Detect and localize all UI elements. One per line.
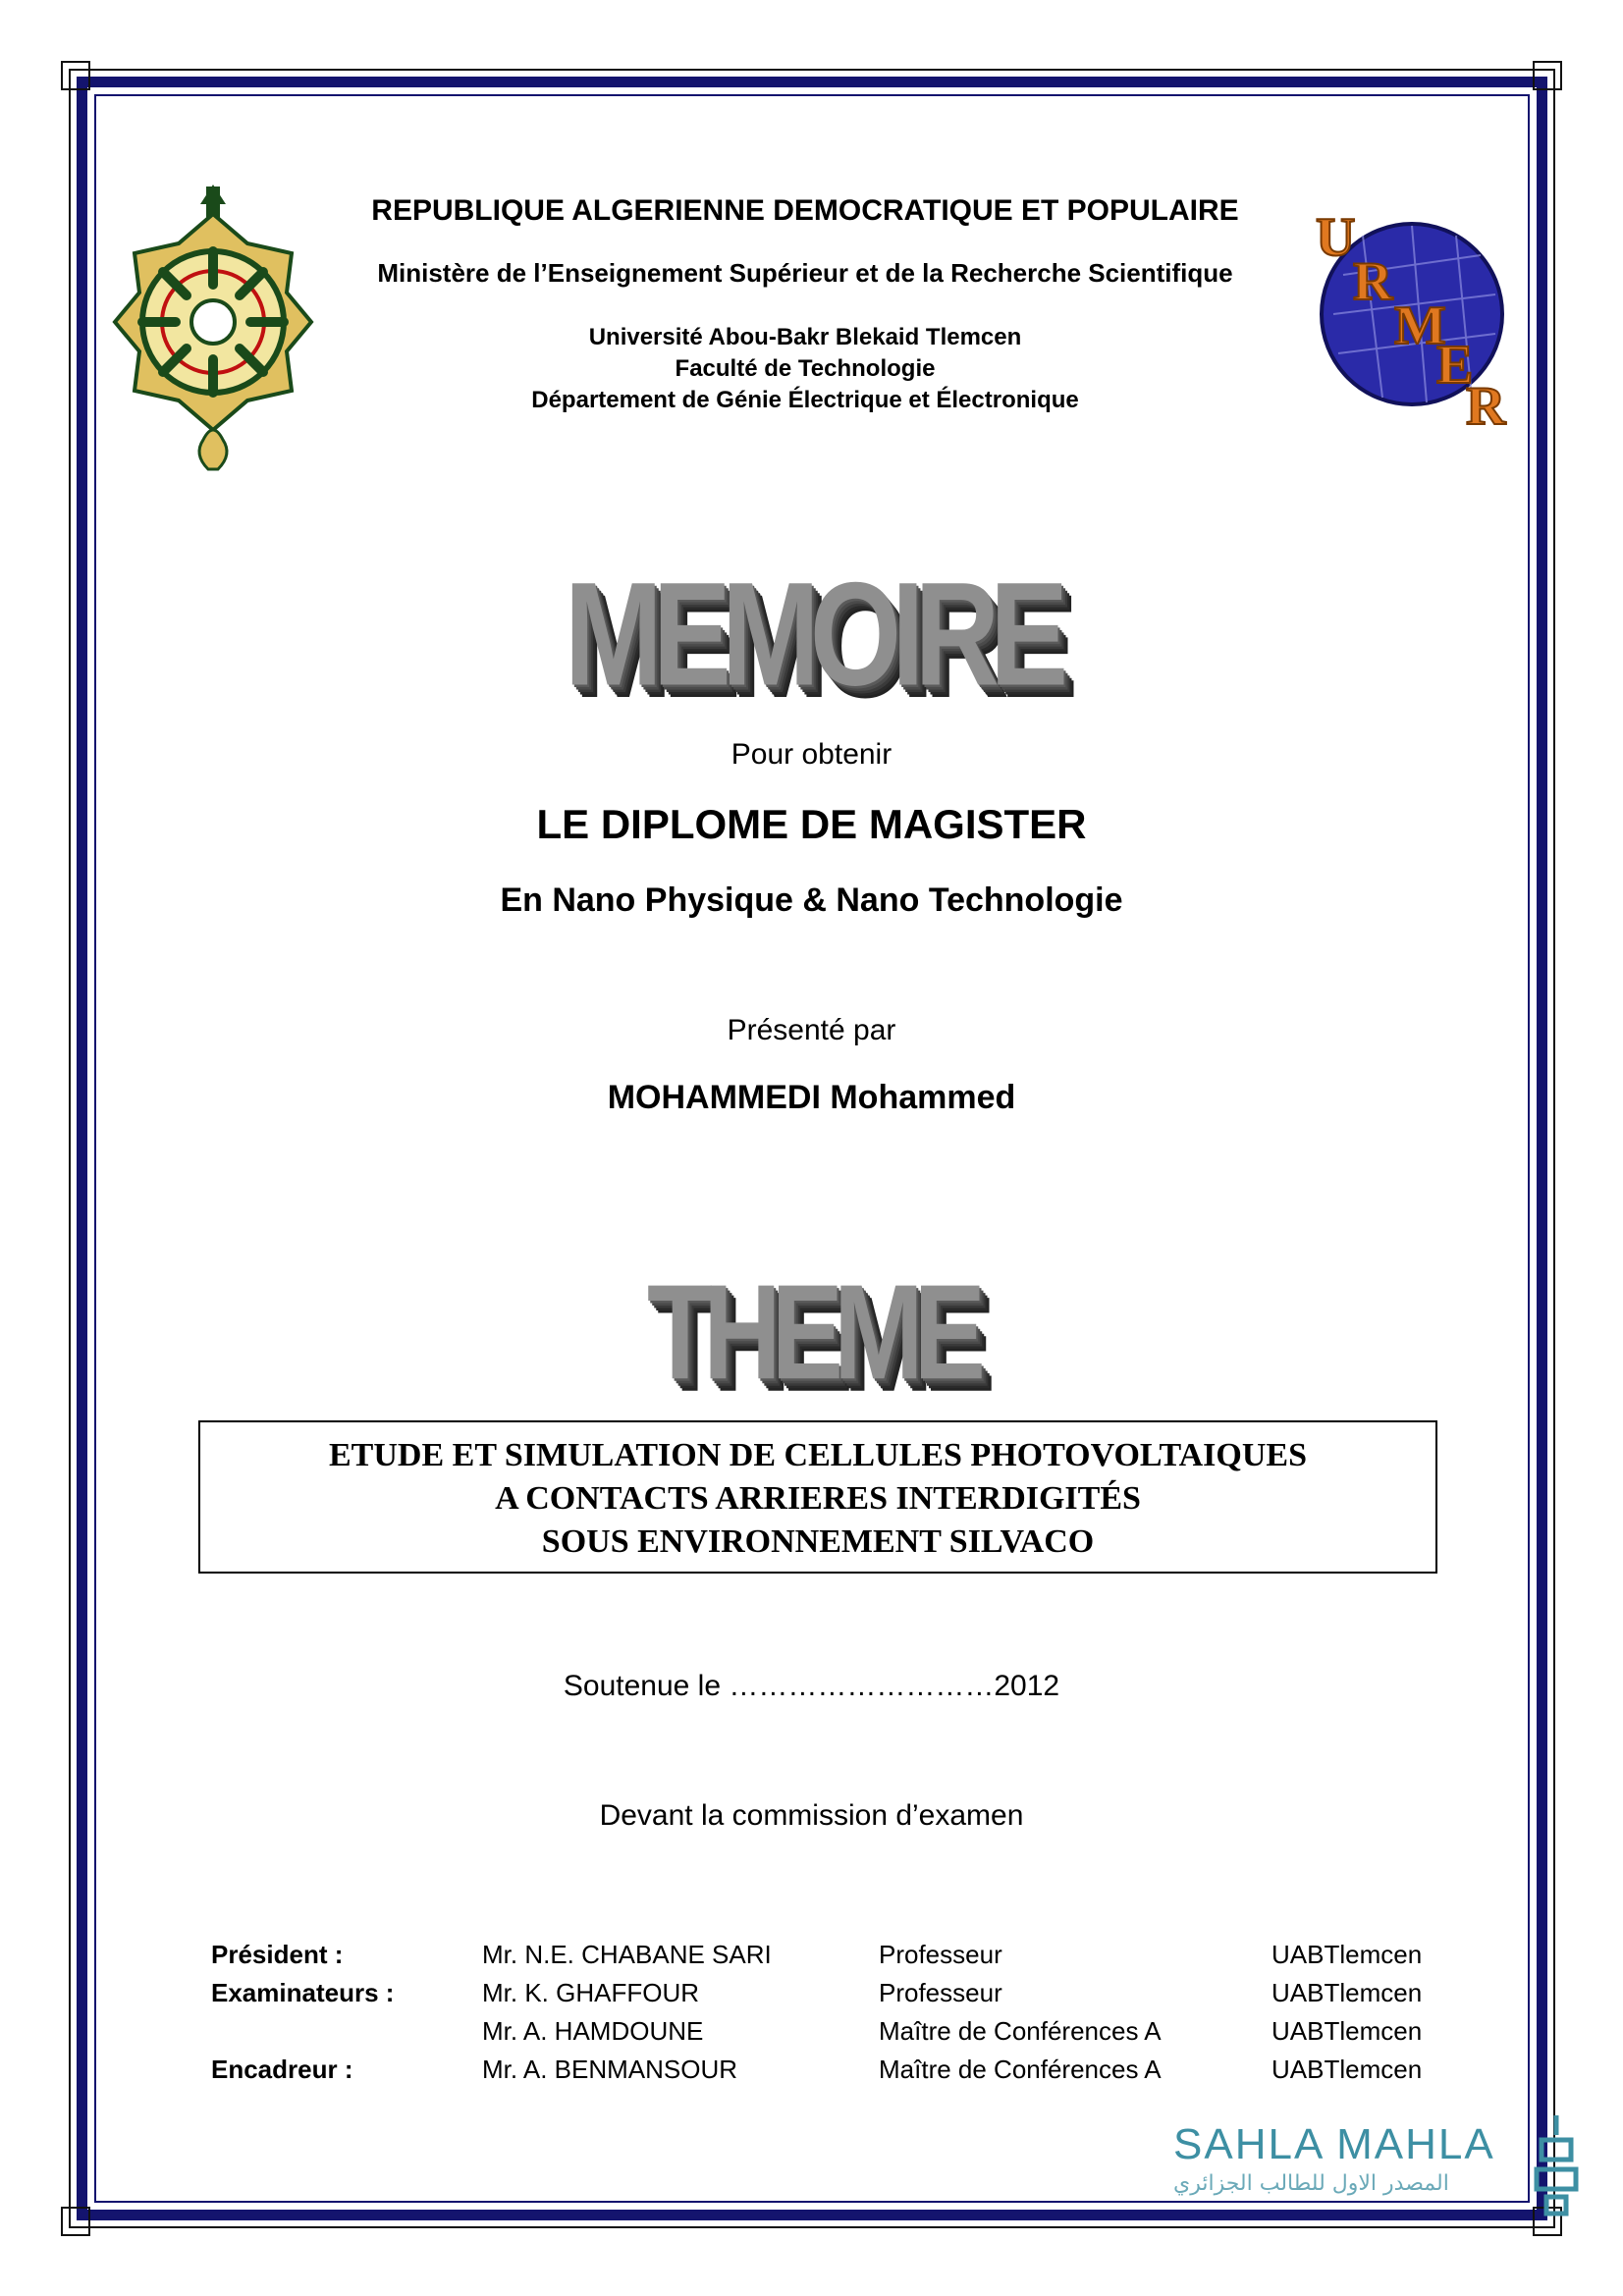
specialite-text: En Nano Physique & Nano Technologie	[500, 881, 1123, 919]
watermark-logo-icon	[1527, 2110, 1586, 2218]
sahla-mahla-watermark	[1173, 2110, 1586, 2228]
urmer-letter-m: M	[1394, 295, 1446, 356]
soutenance-date: Soutenue le ………………………2012	[563, 1670, 1060, 1702]
urmer-logo-icon	[1304, 196, 1510, 432]
commission-text: Devant la commission d’examen	[599, 1799, 1024, 1832]
urmer-letter-r: R	[1353, 251, 1393, 312]
theme-line-3: SOUS ENVIRONNEMENT SILVACO	[541, 1523, 1095, 1560]
jury-member-grade: Maître de Conférences A	[879, 2055, 1162, 2084]
urmer-letter-u: U	[1316, 207, 1356, 268]
jury-role: Examinateurs :	[211, 1978, 395, 2007]
jury-role: Encadreur :	[211, 2055, 353, 2084]
university-name: Université Abou-Bakr Blekaid Tlemcen	[588, 324, 1022, 350]
frame-corner-top-right	[1533, 61, 1562, 90]
jury-member-grade: Professeur	[879, 1978, 1002, 2007]
frame-corner-bottom-left	[61, 2207, 90, 2236]
memoire-wordart: MEMOIRE	[564, 552, 1059, 717]
jury-member-institution: UABTlemcen	[1271, 1940, 1423, 1969]
jury-member-name: Mr. N.E. CHABANE SARI	[482, 1940, 772, 1969]
jury-member-name: Mr. A. BENMANSOUR	[482, 2055, 738, 2084]
jury-role: Président :	[211, 1940, 344, 1969]
author-name: MOHAMMEDI Mohammed	[607, 1079, 1016, 1116]
jury-member-institution: UABTlemcen	[1271, 1978, 1423, 2007]
jury-member-institution: UABTlemcen	[1271, 2016, 1423, 2046]
theme-line-2: A CONTACTS ARRIERES INTERDIGITÉS	[495, 1480, 1141, 1517]
theme-wordart: THEME	[647, 1256, 976, 1409]
pour-obtenir-text: Pour obtenir	[730, 738, 893, 771]
theme-line-1: ETUDE ET SIMULATION DE CELLULES PHOTOVOLTAIQUES	[329, 1437, 1307, 1473]
department-name: Département de Génie Électrique et Électronique	[531, 387, 1079, 413]
watermark-text: SAHLA MAHLA	[1173, 2120, 1495, 2168]
frame-corner-top-left	[61, 61, 90, 90]
urmer-letter-e: E	[1436, 335, 1474, 396]
jury-member-name: Mr. K. GHAFFOUR	[482, 1978, 699, 2007]
presente-par-text: Présenté par	[727, 1014, 896, 1046]
jury-member-grade: Maître de Conférences A	[879, 2016, 1162, 2046]
ministry-title: Ministère de l’Enseignement Supérieur et de la Recherche Scientifique	[377, 258, 1233, 288]
theme-title-box	[198, 1420, 1437, 1574]
urmer-letter-r2: R	[1466, 376, 1506, 432]
jury-member-institution: UABTlemcen	[1271, 2055, 1423, 2084]
diplome-title: LE DIPLOME DE MAGISTER	[536, 801, 1087, 847]
jury-member-grade: Professeur	[879, 1940, 1002, 1969]
jury-member-name: Mr. A. HAMDOUNE	[482, 2016, 704, 2046]
watermark-subtext: المصدر الاول للطالب الجزائري	[1173, 2171, 1449, 2196]
faculty-name: Faculté de Technologie	[675, 355, 936, 382]
republic-title: REPUBLIQUE ALGERIENNE DEMOCRATIQUE ET POPULAIRE	[371, 194, 1239, 227]
